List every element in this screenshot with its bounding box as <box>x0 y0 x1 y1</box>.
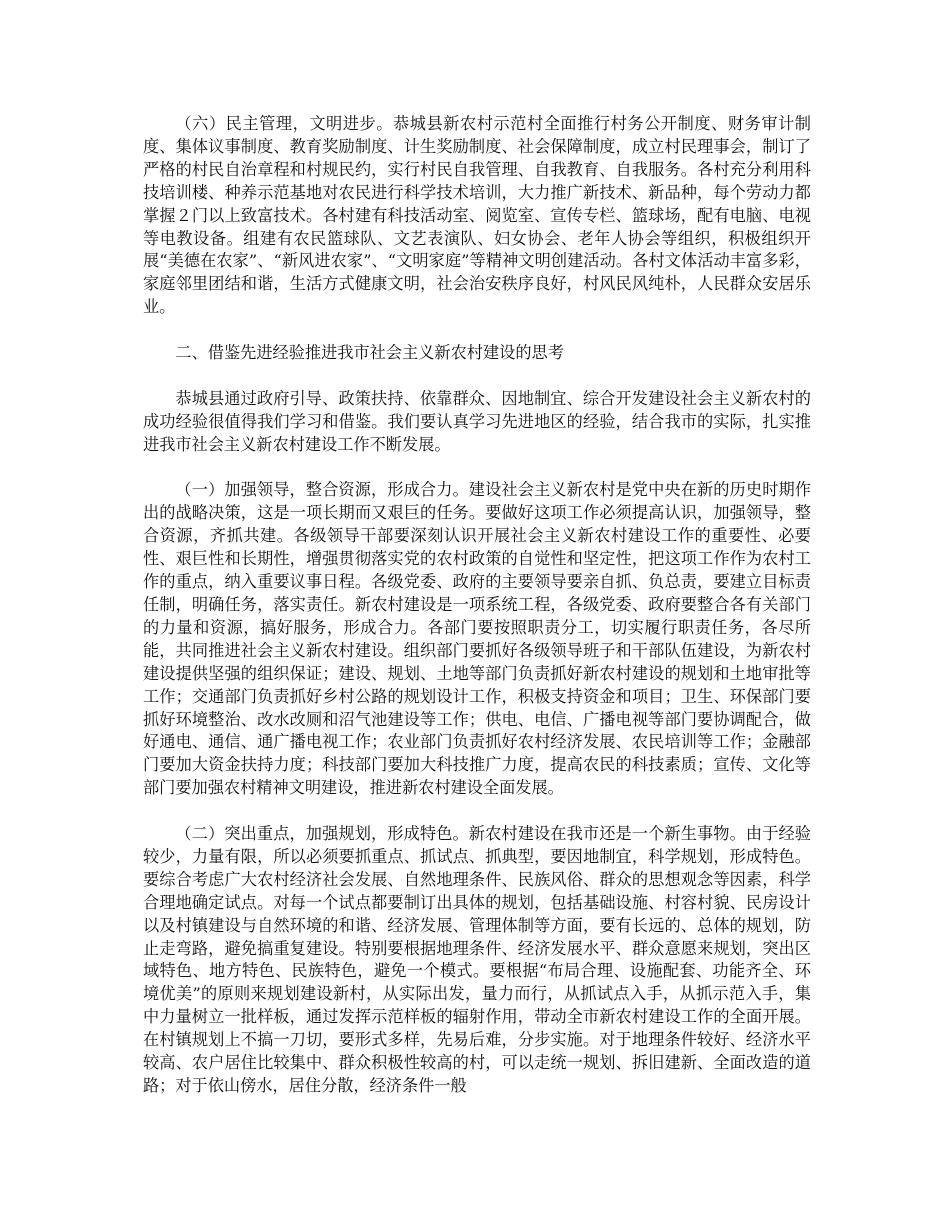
paragraph-spacer <box>143 319 811 342</box>
paragraph-spacer <box>143 457 811 480</box>
paragraph-spacer <box>143 365 811 388</box>
paragraph-planning: （二）突出重点，加强规划，形成特色。新农村建设在我市还是一个新生事物。由于经验较少，力量有限，所以必须要抓重点、抓试点、抓典型，要因地制宜，科学规划，形成特色。要综合考虑广大农村经济社会发展、自然地理条件、民族风俗、群众的思想观念等因素，科学合理地确定试点。对每一个试点都要制订出具体的规划，包括基础设施、村容村貌、民房设计以及村镇建设与自然环境的和谐、经济发展、管理体制等方面，要有长远的、总体的规划，防止走弯路，避免搞重复建设。特别要根据地理条件、经济发展水平、群众意愿来规划，突出区域特色、地方特色、民族特色，避免一个模式。要根据“布局合理、设施配套、功能齐全、环境优美”的原则来规划建设新村，从实际出发，量力而行，从抓试点入手，从抓示范入手，集中力量树立一批样板，通过发挥示范样板的辐射作用，带动全市新农村建设工作的全面开展。在村镇规划上不搞一刀切，要形式多样，先易后难，分步实施。对于地理条件较好、经济水平较高、农户居住比较集中、群众积极性较高的村，可以走统一规划、拆旧建新、全面改造的道路；对于依山傍水，居住分散，经济条件一般 <box>143 824 811 1095</box>
paragraph-leadership: （一）加强领导，整合资源，形成合力。建设社会主义新农村是党中央在新的历史时期作出的战略决策，这是一项长期而又艰巨的任务。要做好这项工作必须提高认识，加强领导，整合资源，齐抓共建。各级领导干部要深刻认识开展社会主义新农村建设工作的重要性、必要性、艰巨性和长期性，增强贯彻落实党的农村政策的自觉性和坚定性，把这项工作作为农村工作的重点，纳入重要议事日程。各级党委、政府的主要领导要亲自抓、负总责，要建立目标责任制，明确任务，落实责任。新农村建设是一项系统工程，各级党委、政府要整合各有关部门的力量和资源，搞好服务，形成合力。各部门要按照职责分工，切实履行职责任务，各尽所能，共同推进社会主义新农村建设。组织部门要抓好各级领导班子和干部队伍建设，为新农村建设提供坚强的组织保证；建设、规划、土地等部门负责抓好新农村建设的规划和土地审批等工作；交通部门负责抓好乡村公路的规划设计工作，积极支持资金和项目；卫生、环保部门要抓好环境整治、改水改厕和沼气池建设等工作；供电、电信、广播电视等部门要协调配合，做好通电、通信、通广播电视工作；农业部门负责抓好农村经济发展、农民培训等工作；金融部门要加大资金扶持力度；科技部门要加大科技推广力度，提高农民的科技素质；宣传、文化等部门要加强农村精神文明建设，推进新农村建设全面发展。 <box>143 480 811 798</box>
document-body <box>143 113 811 1098</box>
paragraph-intro: 恭城县通过政府引导、政策扶持、依靠群众、因地制宜、综合开发建设社会主义新农村的成功经验很值得我们学习和借鉴。我们要认真学习先进地区的经验，结合我市的实际，扎实推进我市社会主义新农村建设工作不断发展。 <box>143 388 811 454</box>
section-heading: 二、借鉴先进经验推进我市社会主义新农村建设的思考 <box>175 343 564 363</box>
paragraph-democratic-management: （六）民主管理，文明进步。恭城县新农村示范村全面推行村务公开制度、财务审计制度、集体议事制度、教育奖励制度、计生奖励制度、社会保障制度，成立村民理事会，制订了严格的村民自治章程和村规民约，实行村民自我管理、自我教育、自我服务。各村充分利用科技培训楼、种养示范基地对农民进行科学技术培训，大力推广新技术、新品种，每个劳动力都掌握２门以上致富技术。各村建有科技活动室、阅览室、宣传专栏、篮球场，配有电脑、电视等电教设备。组建有农民篮球队、文艺表演队、妇女协会、老年人协会等组织，积极组织开展“美德在农家”、“新风进农家”、“文明家庭”等精神文明创建活动。各村文体活动丰富多彩，家庭邻里团结和谐，生活方式健康文明，社会治安秩序良好，村风民风纯朴，人民群众安居乐业。 <box>143 114 811 317</box>
paragraph-spacer <box>143 800 811 823</box>
